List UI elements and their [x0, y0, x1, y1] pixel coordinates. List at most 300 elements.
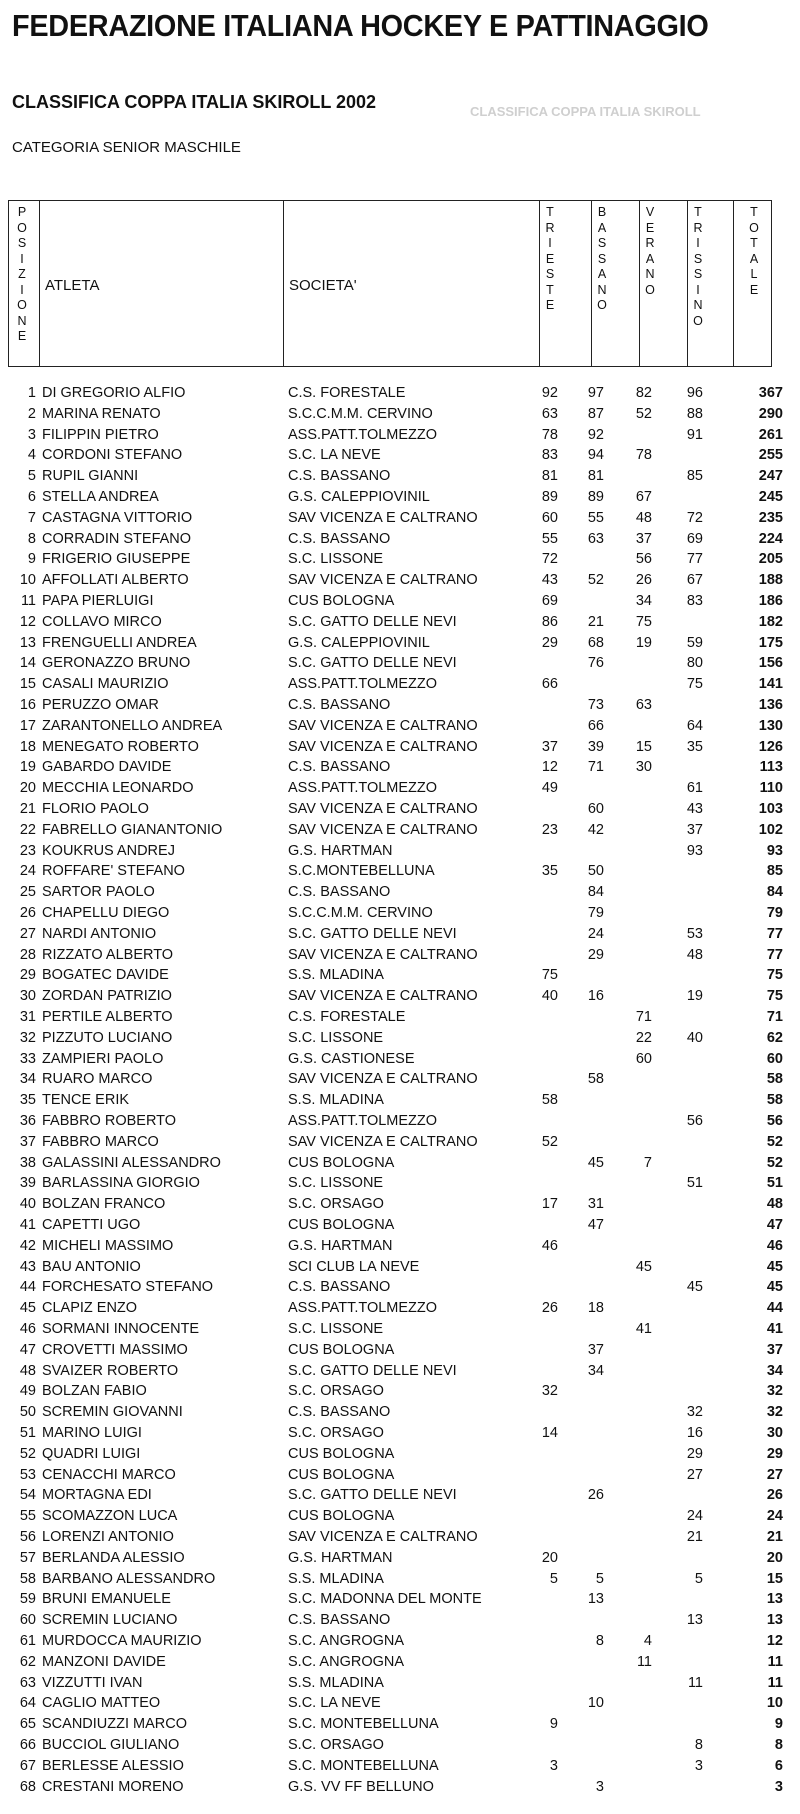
header-letter: V	[645, 205, 655, 219]
table-row	[0, 591, 800, 611]
cell-pos: 6	[27, 489, 36, 505]
header-letter: T	[546, 282, 554, 297]
cell-bassano: 31	[587, 1196, 604, 1213]
cell-pos: 47	[19, 1341, 36, 1358]
cell-bassano: 55	[587, 509, 604, 526]
cell-verano: 82	[635, 385, 652, 401]
cell-club: G.S. CALEPPIOVINIL	[288, 634, 430, 651]
cell-trissino: 69	[686, 530, 703, 547]
cell-verano: 67	[635, 489, 652, 505]
cell-pos: 36	[19, 1113, 36, 1129]
cell-club: CUS BOLOGNA	[288, 1445, 395, 1462]
header-letter: T	[694, 205, 702, 219]
cell-name: ROFFARE' STEFANO	[42, 863, 185, 880]
cell-club: SAV VICENZA E CALTRANO	[288, 717, 478, 734]
cell-trissino: 45	[686, 1279, 703, 1296]
cell-pos: 50	[19, 1404, 36, 1421]
cell-name: RUPIL GIANNI	[42, 468, 139, 485]
cell-total: 47	[766, 1217, 783, 1233]
cell-pos: 57	[19, 1549, 36, 1566]
cell-total: 77	[766, 946, 783, 963]
cell-total: 52	[766, 1154, 783, 1171]
cell-pos: 53	[19, 1466, 36, 1483]
cell-trieste: 35	[541, 863, 558, 880]
cell-total: 62	[766, 1029, 783, 1046]
table-row	[0, 737, 800, 757]
cell-total: 136	[758, 697, 783, 713]
table-row	[0, 1673, 800, 1693]
cell-trissino: 8	[694, 1737, 703, 1753]
cell-name: CRESTANI MORENO	[42, 1778, 184, 1795]
cell-trieste: 43	[541, 572, 558, 589]
cell-name: FABBRO MARCO	[42, 1133, 159, 1150]
cell-pos: 27	[19, 925, 36, 942]
cell-total: 75	[766, 988, 783, 1005]
cell-club: SAV VICENZA E CALTRANO	[288, 821, 478, 838]
cell-total: 102	[758, 821, 783, 838]
cell-trissino: 61	[686, 780, 703, 797]
cell-trieste: 12	[541, 759, 558, 776]
cell-name: FABRELLO GIANANTONIO	[42, 821, 223, 838]
cell-club: S.C. MADONNA DEL MONTE	[288, 1591, 482, 1608]
table-row	[0, 1569, 800, 1589]
cell-name: SCOMAZZON LUCA	[42, 1508, 178, 1525]
cell-name: NARDI ANTONIO	[42, 925, 157, 942]
cell-pos: 52	[19, 1445, 36, 1462]
cell-total: 58	[766, 1071, 783, 1088]
cell-trieste: 9	[549, 1716, 558, 1733]
cell-pos: 40	[19, 1196, 36, 1213]
header-verano	[643, 205, 657, 298]
cell-verano: 71	[635, 1009, 652, 1025]
header-letter: R	[693, 220, 703, 235]
cell-trieste: 69	[541, 593, 558, 609]
cell-name: DI GREGORIO ALFIO	[42, 385, 186, 401]
cell-name: CAGLIO MATTEO	[42, 1695, 161, 1712]
cell-club: SAV VICENZA E CALTRANO	[288, 988, 478, 1005]
cell-name: MANZONI DAVIDE	[42, 1653, 166, 1670]
cell-name: CORRADIN STEFANO	[42, 530, 192, 547]
cell-club: ASS.PATT.TOLMEZZO	[288, 1300, 438, 1317]
cell-club: CUS BOLOGNA	[288, 1508, 395, 1525]
cell-verano: 41	[635, 1321, 652, 1337]
cell-total: 110	[759, 780, 783, 797]
cell-trissino: 40	[686, 1029, 703, 1046]
cell-pos: 48	[19, 1362, 36, 1379]
header-letter: Z	[18, 267, 26, 281]
cell-bassano: 73	[587, 697, 604, 713]
cell-trissino: 96	[686, 385, 703, 401]
header-letter: E	[545, 251, 555, 266]
cell-total: 46	[766, 1237, 783, 1254]
header-letter: T	[750, 205, 758, 219]
header-letter: R	[545, 220, 555, 235]
cell-total: 56	[766, 1113, 783, 1129]
cell-name: PERTILE ALBERTO	[42, 1009, 173, 1025]
cell-name: ZAMPIERI PAOLO	[42, 1050, 164, 1067]
cell-pos: 2	[27, 405, 36, 422]
header-letter: S	[17, 236, 27, 250]
cell-pos: 67	[19, 1757, 36, 1774]
table-row	[0, 1485, 800, 1505]
cell-bassano: 3	[595, 1778, 604, 1795]
cell-pos: 45	[19, 1300, 36, 1317]
cell-name: QUADRI LUIGI	[42, 1445, 141, 1462]
cell-trissino: 83	[686, 593, 703, 609]
cell-trieste: 40	[541, 988, 558, 1005]
cell-bassano: 47	[587, 1217, 604, 1233]
cell-total: 27	[766, 1466, 783, 1483]
cell-trissino: 75	[686, 676, 703, 693]
cell-trieste: 49	[541, 780, 558, 797]
table-row	[0, 508, 800, 528]
cell-total: 11	[767, 1653, 783, 1670]
cell-club: G.S. VV FF BELLUNO	[288, 1778, 434, 1795]
cell-pos: 63	[19, 1674, 36, 1691]
header-trissino	[691, 205, 705, 329]
cell-club: ASS.PATT.TOLMEZZO	[288, 676, 438, 693]
cell-club: CUS BOLOGNA	[288, 1341, 395, 1358]
cell-total: 32	[766, 1404, 783, 1421]
table-row	[0, 425, 800, 445]
cell-club: ASS.PATT.TOLMEZZO	[288, 780, 438, 797]
cell-club: C.S. BASSANO	[288, 884, 391, 901]
cell-trieste: 3	[549, 1757, 558, 1774]
cell-bassano: 21	[587, 613, 604, 630]
cell-total: 126	[758, 738, 783, 755]
cell-pos: 30	[19, 988, 36, 1005]
cell-trieste: 78	[541, 426, 558, 443]
cell-total: 175	[758, 634, 783, 651]
cell-name: BOGATEC DAVIDE	[42, 967, 169, 984]
cell-trissino: 88	[686, 405, 703, 422]
cell-name: FRIGERIO GIUSEPPE	[42, 551, 191, 568]
table-row	[0, 1402, 800, 1422]
cell-name: GALASSINI ALESSANDRO	[42, 1154, 221, 1171]
cell-club: G.S. HARTMAN	[288, 1237, 393, 1254]
cell-trieste: 46	[541, 1237, 558, 1254]
cell-name: LORENZI ANTONIO	[42, 1529, 174, 1545]
cell-total: 11	[767, 1674, 783, 1691]
cell-pos: 18	[19, 738, 36, 755]
cell-trissino: 85	[686, 468, 703, 485]
cell-total: 48	[766, 1196, 783, 1213]
cell-trieste: 17	[541, 1196, 558, 1213]
cell-total: 130	[758, 717, 783, 734]
table-row	[0, 799, 800, 819]
cell-pos: 25	[19, 884, 36, 901]
cell-bassano: 45	[587, 1154, 604, 1171]
cell-total: 156	[758, 655, 783, 672]
table-row	[0, 1423, 800, 1443]
cell-trissino: 91	[686, 426, 703, 443]
cell-name: MARINA RENATO	[42, 405, 161, 422]
cell-pos: 23	[19, 842, 36, 859]
cell-bassano: 50	[587, 863, 604, 880]
cell-club: G.S. CALEPPIOVINIL	[288, 489, 430, 505]
cell-total: 44	[766, 1300, 783, 1317]
cell-total: 8	[774, 1737, 783, 1753]
cell-name: CAPETTI UGO	[42, 1217, 141, 1233]
cell-pos: 9	[27, 551, 36, 568]
cell-pos: 12	[19, 613, 36, 630]
cell-pos: 35	[19, 1092, 36, 1109]
cell-trissino: 93	[686, 842, 703, 859]
cell-bassano: 71	[587, 759, 604, 776]
cell-club: S.C. LA NEVE	[288, 1695, 381, 1712]
header-letter: O	[749, 220, 759, 235]
cell-pos: 60	[19, 1612, 36, 1629]
cell-club: S.S. MLADINA	[288, 967, 384, 984]
cell-trissino: 35	[686, 738, 703, 755]
table-row	[0, 674, 800, 694]
cell-name: AFFOLLATI ALBERTO	[42, 572, 189, 589]
cell-trissino: 77	[686, 551, 703, 568]
header-letter: L	[750, 267, 758, 281]
cell-total: 245	[758, 489, 783, 505]
cell-verano: 11	[636, 1653, 652, 1670]
cell-pos: 31	[19, 1009, 36, 1025]
table-row	[0, 820, 800, 840]
cell-name: BAU ANTONIO	[42, 1258, 141, 1275]
table-row	[0, 1090, 800, 1110]
cell-club: S.C. ORSAGO	[288, 1383, 384, 1400]
category-label: CATEGORIA SENIOR MASCHILE	[12, 139, 241, 156]
cell-total: 26	[766, 1487, 783, 1504]
cell-bassano: 8	[595, 1633, 604, 1649]
cell-pos: 15	[19, 676, 36, 693]
table-row	[0, 549, 800, 569]
cell-name: SCREMIN GIOVANNI	[42, 1404, 183, 1421]
cell-trieste: 75	[541, 967, 558, 984]
table-row	[0, 383, 800, 403]
cell-trieste: 14	[541, 1425, 558, 1441]
cell-pos: 4	[27, 447, 36, 464]
cell-name: GERONAZZO BRUNO	[42, 655, 191, 672]
cell-name: RUARO MARCO	[42, 1071, 153, 1088]
header-letter: A	[597, 220, 607, 235]
cell-total: 235	[758, 509, 783, 526]
cell-pos: 37	[19, 1133, 36, 1150]
cell-pos: 20	[19, 780, 36, 797]
cell-club: S.C. LA NEVE	[288, 447, 381, 464]
cell-club: S.C. LISSONE	[288, 1175, 384, 1192]
cell-bassano: 81	[587, 468, 604, 485]
cell-verano: 22	[635, 1029, 652, 1046]
header-letter: I	[696, 282, 700, 297]
cell-name: FLORIO PAOLO	[42, 801, 149, 817]
table-row	[0, 1693, 800, 1713]
header-letter: N	[645, 267, 655, 281]
cell-verano: 60	[635, 1050, 652, 1067]
cell-verano: 56	[635, 551, 652, 568]
cell-club: CUS BOLOGNA	[288, 593, 395, 609]
table-row	[0, 945, 800, 965]
table-row	[0, 1153, 800, 1173]
header-letter: A	[749, 251, 759, 266]
table-row	[0, 1735, 800, 1755]
cell-trieste: 72	[541, 551, 558, 568]
table-row	[0, 1277, 800, 1297]
table-row	[0, 903, 800, 923]
cell-name: PERUZZO OMAR	[42, 697, 159, 713]
cell-bassano: 42	[587, 821, 604, 838]
cell-bassano: 89	[587, 489, 604, 505]
cell-name: BERLESSE ALESSIO	[42, 1757, 184, 1774]
cell-bassano: 29	[587, 946, 604, 963]
table-row	[0, 1194, 800, 1214]
cell-name: CORDONI STEFANO	[42, 447, 183, 464]
header-letter: I	[20, 251, 24, 266]
cell-pos: 32	[19, 1029, 36, 1046]
table-row	[0, 716, 800, 736]
cell-bassano: 39	[587, 738, 604, 755]
document-title: FEDERAZIONE ITALIANA HOCKEY E PATTINAGGIO	[12, 8, 709, 43]
cell-pos: 7	[27, 509, 36, 526]
cell-total: 205	[758, 551, 783, 568]
table-row	[0, 612, 800, 632]
cell-club: S.C. LISSONE	[288, 1321, 384, 1337]
header-letter: N	[17, 313, 27, 328]
cell-bassano: 13	[587, 1591, 604, 1608]
cell-name: MECCHIA LEONARDO	[42, 780, 194, 797]
table-row	[0, 1007, 800, 1027]
header-letter: S	[693, 251, 703, 266]
cell-name: FRENGUELLI ANDREA	[42, 634, 197, 651]
header-letter: S	[597, 251, 607, 266]
cell-trissino: 29	[686, 1445, 703, 1462]
header-letter: O	[597, 298, 607, 312]
cell-total: 52	[766, 1133, 783, 1150]
cell-pos: 42	[19, 1237, 36, 1254]
cell-trieste: 60	[541, 509, 558, 526]
cell-club: S.C. ORSAGO	[288, 1737, 384, 1753]
table-row	[0, 529, 800, 549]
cell-name: KOUKRUS ANDREJ	[42, 842, 175, 859]
cell-verano: 48	[635, 509, 652, 526]
cell-pos: 11	[20, 593, 36, 609]
cell-total: 182	[758, 613, 783, 630]
cell-pos: 33	[19, 1050, 36, 1067]
cell-verano: 63	[635, 697, 652, 713]
cell-verano: 37	[635, 530, 652, 547]
cell-verano: 75	[635, 613, 652, 630]
cell-total: 75	[766, 967, 783, 984]
table-row	[0, 445, 800, 465]
cell-total: 15	[766, 1570, 783, 1587]
table-row	[0, 1444, 800, 1464]
cell-total: 113	[759, 759, 783, 776]
cell-name: STELLA ANDREA	[42, 489, 159, 505]
cell-trieste: 32	[541, 1383, 558, 1400]
header-letter: T	[546, 205, 554, 219]
cell-name: BRUNI EMANUELE	[42, 1591, 171, 1608]
cell-verano: 30	[635, 759, 652, 776]
cell-bassano: 63	[587, 530, 604, 547]
header-letter: O	[17, 298, 27, 312]
cell-club: S.C. MONTEBELLUNA	[288, 1716, 439, 1733]
cell-trissino: 43	[686, 801, 703, 817]
cell-name: PIZZUTO LUCIANO	[42, 1029, 173, 1046]
cell-club: G.S. HARTMAN	[288, 842, 393, 859]
cell-trissino: 21	[686, 1529, 703, 1545]
cell-trissino: 48	[686, 946, 703, 963]
cell-trissino: 5	[694, 1570, 703, 1587]
table-row	[0, 1465, 800, 1485]
cell-trieste: 29	[541, 634, 558, 651]
cell-total: 367	[758, 385, 783, 401]
cell-club: S.C. ORSAGO	[288, 1196, 384, 1213]
cell-club: SAV VICENZA E CALTRANO	[288, 509, 478, 526]
table-row	[0, 1319, 800, 1339]
table-row	[0, 986, 800, 1006]
cell-club: S.C. GATTO DELLE NEVI	[288, 655, 457, 672]
cell-club: SAV VICENZA E CALTRANO	[288, 738, 478, 755]
cell-club: S.C.MONTEBELLUNA	[288, 863, 435, 880]
cell-pos: 34	[19, 1071, 36, 1088]
cell-bassano: 16	[587, 988, 604, 1005]
cell-verano: 78	[635, 447, 652, 464]
header-letter: P	[17, 205, 27, 219]
cell-name: SVAIZER ROBERTO	[42, 1362, 179, 1379]
cell-trieste: 83	[541, 447, 558, 464]
table-row	[0, 1298, 800, 1318]
table-row	[0, 1652, 800, 1672]
table-row	[0, 841, 800, 861]
cell-club: C.S. BASSANO	[288, 697, 391, 713]
bleed-through-mark: CLASSIFICA COPPA ITALIA SKIROLL	[470, 104, 701, 119]
cell-bassano: 5	[595, 1570, 604, 1587]
cell-club: S.C. LISSONE	[288, 551, 384, 568]
cell-total: 261	[758, 426, 783, 443]
cell-pos: 54	[19, 1487, 36, 1504]
table-row	[0, 1756, 800, 1776]
table-row	[0, 1714, 800, 1734]
cell-pos: 51	[19, 1425, 36, 1441]
header-letter: E	[545, 298, 555, 312]
table-row	[0, 778, 800, 798]
cell-trissino: 59	[686, 634, 703, 651]
cell-trieste: 92	[541, 385, 558, 401]
cell-pos: 38	[19, 1154, 36, 1171]
cell-trissino: 11	[687, 1674, 703, 1691]
header-societa: SOCIETA'	[289, 277, 357, 294]
cell-bassano: 87	[587, 405, 604, 422]
cell-trissino: 19	[686, 988, 703, 1005]
cell-name: COLLAVO MIRCO	[42, 613, 162, 630]
cell-trieste: 86	[541, 613, 558, 630]
cell-pos: 5	[27, 468, 36, 485]
header-letter: T	[750, 236, 758, 250]
cell-club: S.C. GATTO DELLE NEVI	[288, 1362, 457, 1379]
cell-total: 30	[766, 1425, 783, 1441]
cell-pos: 21	[19, 801, 36, 817]
table-row	[0, 965, 800, 985]
cell-name: CHAPELLU DIEGO	[42, 905, 170, 921]
cell-name: SCANDIUZZI MARCO	[42, 1716, 187, 1733]
cell-verano: 45	[635, 1258, 652, 1275]
cell-name: SARTOR PAOLO	[42, 884, 155, 901]
cell-pos: 16	[19, 697, 36, 713]
cell-trieste: 63	[541, 405, 558, 422]
cell-total: 37	[766, 1341, 783, 1358]
cell-total: 247	[758, 468, 783, 485]
cell-trieste: 20	[541, 1549, 558, 1566]
cell-pos: 43	[19, 1258, 36, 1275]
header-letter: O	[17, 220, 27, 235]
cell-club: S.C. GATTO DELLE NEVI	[288, 1487, 457, 1504]
cell-verano: 4	[643, 1633, 652, 1649]
